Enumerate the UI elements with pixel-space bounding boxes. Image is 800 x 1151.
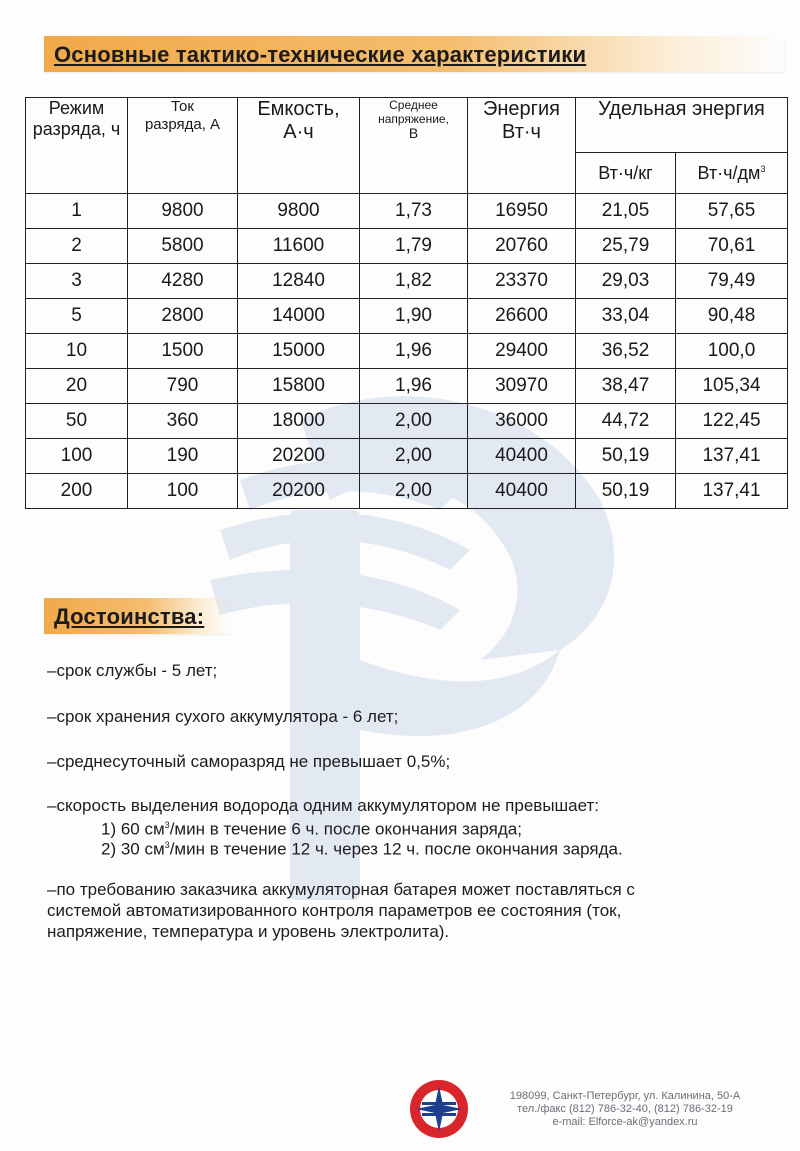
table-row	[26, 404, 788, 439]
advantage-self-discharge: –среднесуточный саморазряд не превышает 0,5%;	[47, 752, 451, 771]
table-row	[26, 194, 788, 229]
table-cell: 79,49	[676, 264, 788, 299]
section-title-specs: Основные тактико-технические характеристики	[54, 42, 587, 67]
header-specific-volume	[676, 153, 788, 194]
header-energy	[468, 98, 576, 194]
table-cell: 1,79	[360, 229, 468, 264]
header-capacity	[238, 98, 360, 194]
sub2-text-a: 2) 30 см	[101, 839, 165, 859]
specs-table	[25, 97, 788, 509]
table-cell: 23370	[468, 264, 576, 299]
table-cell: 20200	[238, 474, 360, 509]
table-row	[26, 264, 788, 299]
table-cell: 20	[26, 369, 128, 404]
table-cell: 40400	[468, 439, 576, 474]
table-cell: 9800	[128, 194, 238, 229]
sub1-text-b: /мин в течение 6 ч. после окончания заряда;	[169, 819, 522, 839]
table-cell: 2	[26, 229, 128, 264]
table-cell: 44,72	[576, 404, 676, 439]
table-cell: 29,03	[576, 264, 676, 299]
table-cell: 30970	[468, 369, 576, 404]
header-mode-line2: разряда, ч	[32, 119, 121, 139]
table-cell: 26600	[468, 299, 576, 334]
table-cell: 15000	[238, 334, 360, 369]
company-logo-icon	[408, 1078, 470, 1140]
header-capacity-line2: А·ч	[283, 121, 314, 143]
table-cell: 90,48	[676, 299, 788, 334]
table-cell: 38,47	[576, 369, 676, 404]
table-cell: 11600	[238, 229, 360, 264]
table-row	[26, 299, 788, 334]
table-cell: 29400	[468, 334, 576, 369]
table-cell: 137,41	[676, 439, 788, 474]
table-cell: 2,00	[360, 474, 468, 509]
sub2-text-b: /мин в течение 12 ч. через 12 ч. после окончания заряда.	[169, 839, 623, 859]
header-specific-mass: Вт·ч/кг	[576, 153, 676, 194]
table-cell: 12840	[238, 264, 360, 299]
table-cell: 20760	[468, 229, 576, 264]
table-cell: 10	[26, 334, 128, 369]
table-cell: 1,90	[360, 299, 468, 334]
footer-phone: тел./факс (812) 786-32-40, (812) 786-32-19	[517, 1103, 733, 1115]
section-title-advantages: Достоинства:	[54, 604, 205, 629]
table-cell: 1,82	[360, 264, 468, 299]
table-cell: 100,0	[676, 334, 788, 369]
table-cell: 2800	[128, 299, 238, 334]
table-cell: 20200	[238, 439, 360, 474]
table-row	[26, 229, 788, 264]
sub1-sup: 3	[164, 820, 170, 830]
table-cell: 1	[26, 194, 128, 229]
advantage-custom-line3: напряжение, температура и уровень электролита).	[47, 922, 450, 941]
table-cell: 105,34	[676, 369, 788, 404]
table-cell: 21,05	[576, 194, 676, 229]
section-header-advantages	[44, 598, 230, 634]
header-specific-energy: Удельная энергия	[576, 98, 788, 153]
table-cell: 100	[26, 439, 128, 474]
table-cell: 3	[26, 264, 128, 299]
table-cell: 14000	[238, 299, 360, 334]
header-mode	[26, 98, 128, 194]
table-row	[26, 439, 788, 474]
header-current	[128, 98, 238, 194]
header-energy-line2: Вт·ч	[502, 121, 541, 143]
table-cell: 4280	[128, 264, 238, 299]
table-cell: 33,04	[576, 299, 676, 334]
sub2-sup: 3	[164, 840, 170, 850]
header-voltage-line3: В	[408, 125, 419, 141]
table-cell: 122,45	[676, 404, 788, 439]
header-specific-volume-sup: 3	[760, 163, 766, 174]
table-cell: 100	[128, 474, 238, 509]
advantage-service-life: –срок службы - 5 лет;	[47, 661, 218, 680]
header-specific-volume-text: Вт·ч/дм	[697, 162, 761, 183]
advantage-hydrogen-sub2	[101, 835, 623, 860]
table-cell: 16950	[468, 194, 576, 229]
sub1-text-a: 1) 60 см	[101, 819, 165, 839]
table-cell: 36,52	[576, 334, 676, 369]
table-cell: 2,00	[360, 404, 468, 439]
table-header-row	[26, 98, 788, 153]
header-voltage	[360, 98, 468, 194]
table-cell: 57,65	[676, 194, 788, 229]
table-cell: 5	[26, 299, 128, 334]
header-current-line2: разряда, А	[144, 116, 221, 133]
table-cell: 40400	[468, 474, 576, 509]
table-cell: 50,19	[576, 439, 676, 474]
table-cell: 1,96	[360, 369, 468, 404]
table-cell: 18000	[238, 404, 360, 439]
footer-email[interactable]: e-mail: Elforce-ak@yandex.ru	[552, 1116, 698, 1128]
section-header-specs	[44, 36, 784, 72]
footer-address: 198099, Санкт-Петербург, ул. Калинина, 50-А	[509, 1090, 741, 1102]
table-cell: 15800	[238, 369, 360, 404]
advantage-storage-life: –срок хранения сухого аккумулятора - 6 лет;	[47, 707, 399, 726]
table-cell: 25,79	[576, 229, 676, 264]
table-cell: 790	[128, 369, 238, 404]
header-energy-line1: Энергия	[483, 98, 560, 120]
header-capacity-line1: Емкость,	[257, 98, 340, 120]
table-cell: 200	[26, 474, 128, 509]
table-cell: 36000	[468, 404, 576, 439]
header-voltage-line2: напряжение,	[378, 112, 449, 126]
advantage-hydrogen: –скорость выделения водорода одним аккумулятором не превышает:	[47, 796, 600, 815]
table-cell: 1,73	[360, 194, 468, 229]
table-row	[26, 369, 788, 404]
table-row	[26, 474, 788, 509]
advantage-custom-line1: –по требованию заказчика аккумуляторная батарея может поставляться с	[47, 880, 635, 899]
table-cell: 190	[128, 439, 238, 474]
header-mode-line1: Режим	[48, 98, 105, 118]
table-row	[26, 334, 788, 369]
table-cell: 1,96	[360, 334, 468, 369]
table-cell: 1500	[128, 334, 238, 369]
table-cell: 70,61	[676, 229, 788, 264]
footer-contacts	[480, 1090, 770, 1129]
advantage-custom-line2: системой автоматизированного контроля параметров ее состояния (ток,	[47, 901, 622, 920]
table-cell: 5800	[128, 229, 238, 264]
table-cell: 50,19	[576, 474, 676, 509]
table-cell: 2,00	[360, 439, 468, 474]
table-cell: 137,41	[676, 474, 788, 509]
header-current-line1: Ток	[171, 98, 194, 115]
table-cell: 50	[26, 404, 128, 439]
table-cell: 360	[128, 404, 238, 439]
table-cell: 9800	[238, 194, 360, 229]
header-voltage-line1: Среднее	[389, 98, 438, 112]
